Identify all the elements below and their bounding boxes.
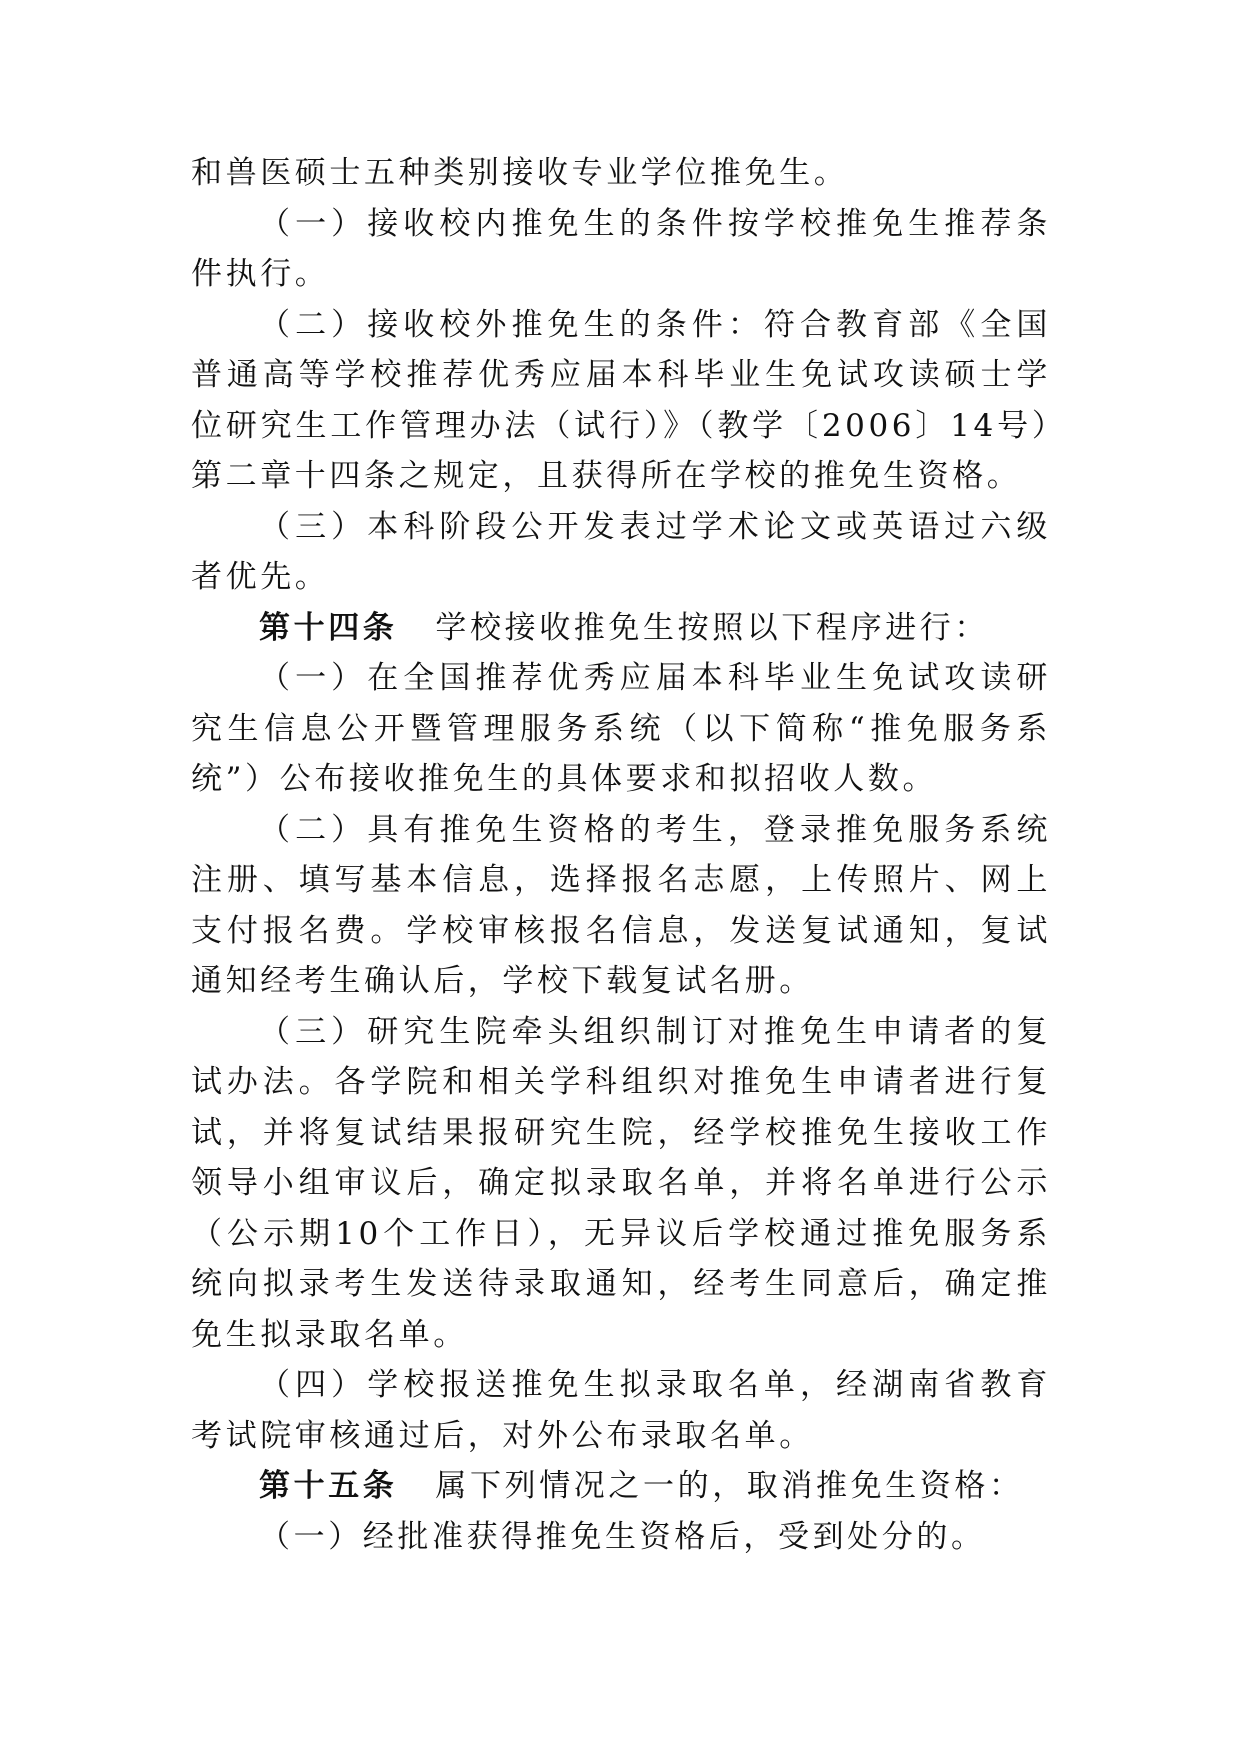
paragraph-procedure-2: （二）具有推免生资格的考生，登录推免服务系统注册、填写基本信息，选择报名志愿，上传照片、网上支付报名费。学校审核报名信息，发送复试通知，复试通知经考生确认后，学校下载复试名册。 [191,811,1051,999]
paragraph-item-2: （二）接收校外推免生的条件：符合教育部《全国普通高等学校推荐优秀应届本科毕业生免试攻读硕士学位研究生工作管理办法（试行）》（教学〔2006〕14号）第二章十四条之规定，且获得所在学校的推免生资格。 [191,306,1051,494]
paragraph-revoke-1: （一）经批准获得推免生资格后，受到处分的。 [259,1518,986,1555]
paragraph-continuation: 和兽医硕士五种类别接收专业学位推免生。 [191,155,849,191]
paragraph-procedure-3: （三）研究生院牵头组织制订对推免生申请者的复试办法。各学院和相关学科组织对推免生申请者进行复试，并将复试结果报研究生院，经学校推免生接收工作领导小组审议后，确定拟录取名单，并将名单进行公示（公示期10个工作日），无异议后学校通过推免服务系统向拟录考生发送待录取通知，经考生同意后，确定推免生拟录取名单。 [191,1013,1051,1353]
paragraph-procedure-4: （四）学校报送推免生拟录取名单，经湖南省教育考试院审核通过后，对外公布录取名单。 [191,1367,1051,1454]
article-15 [191,1461,1051,1512]
article-14-heading: 第十四条 [259,609,398,646]
document-page [191,148,1051,1562]
paragraph-item-3: （三）本科阶段公开发表过学术论文或英语过六级者优先。 [191,508,1051,595]
article-14 [191,603,1051,654]
paragraph-procedure-1: （一）在全国推荐优秀应届本科毕业生免试攻读研究生信息公开暨管理服务系统（以下简称“推免服务系统”）公布接收推免生的具体要求和拟招收人数。 [191,660,1051,797]
article-15-text: 属下列情况之一的，取消推免生资格： [435,1468,1024,1504]
article-15-heading: 第十五条 [259,1468,398,1504]
paragraph-item-1: （一）接收校内推免生的条件按学校推免生推荐条件执行。 [191,205,1051,292]
article-14-text: 学校接收推免生按照以下程序进行： [435,609,990,646]
